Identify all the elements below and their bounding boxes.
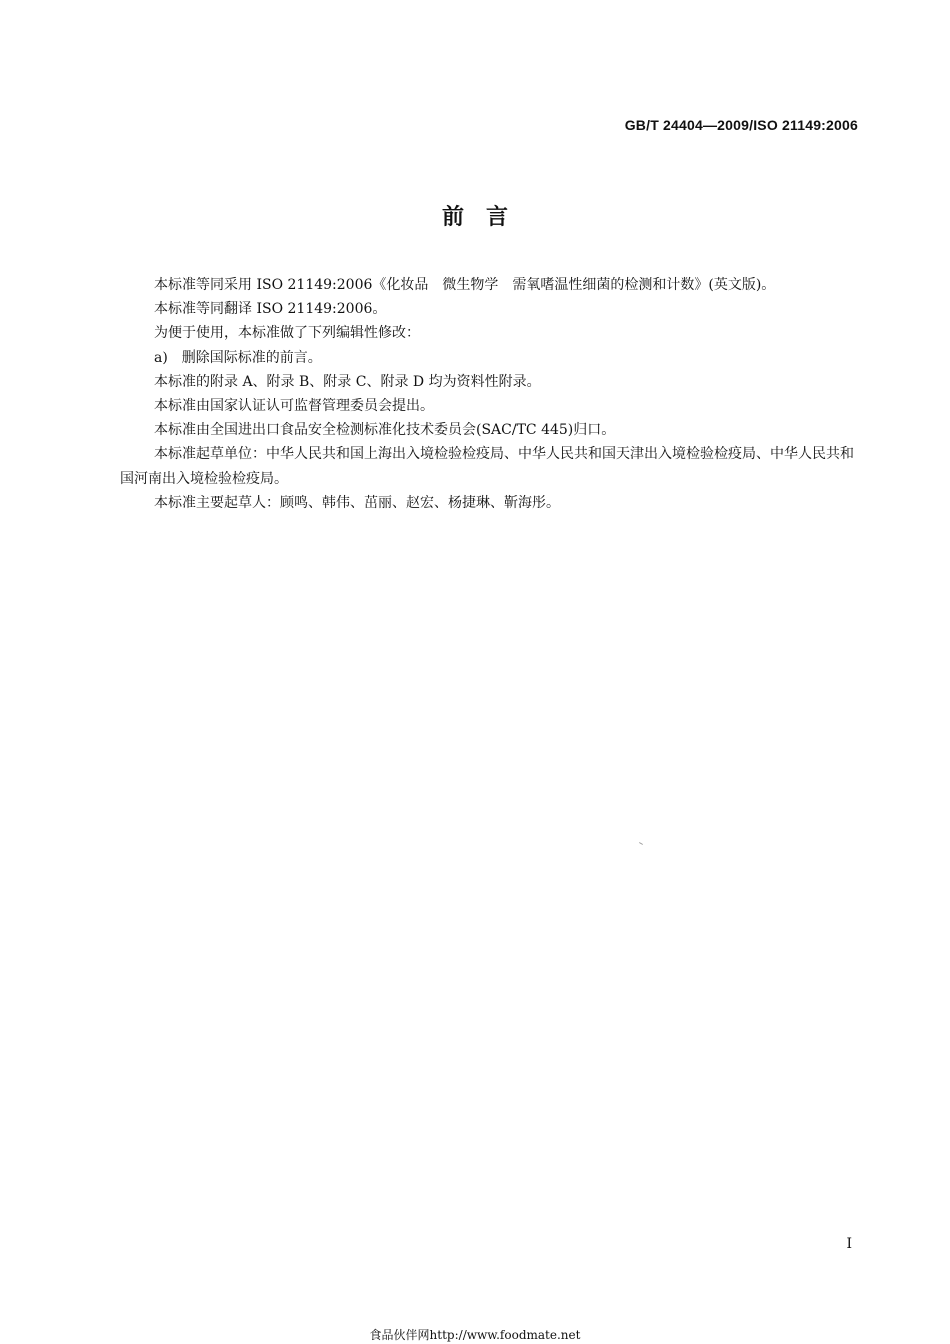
paragraph-adoption: 本标准等同采用 ISO 21149:2006《化妆品 微生物学 需氧嗜温性细菌的检测和计数》(英文版)。 [154,277,776,293]
paragraph-editorial-intro: 为便于使用，本标准做了下列编辑性修改： [154,325,420,342]
footer-watermark: 食品伙伴网http://www.foodmate.net [369,1328,581,1342]
paragraph-drafters: 本标准主要起草人：顾鸣、韩伟、茁丽、赵宏、杨捷琳、靳海彤。 [154,494,560,511]
paragraph-annexes: 本标准的附录 A、附录 B、附录 C、附录 D 均为资料性附录。 [154,373,541,390]
foreword-body [120,273,865,515]
page-title: 前 言 [441,205,508,230]
paragraph-drafting-units: 本标准起草单位：中华人民共和国上海出入境检验检疫局、中华人民共和国天津出入境检验检疫局、中华人民共和国河南出入境检验检疫局。 [120,446,854,487]
paragraph-centralized-by: 本标准由全国进出口食品安全检测标准化技术委员会(SAC/TC 445)归口。 [154,422,616,439]
paragraph-proposed-by: 本标准由国家认证认可监督管理委员会提出。 [154,398,434,415]
list-item-editorial-change: a) 删除国际标准的前言。 [154,349,322,366]
scan-speck [639,842,643,845]
paragraph-translation: 本标准等同翻译 ISO 21149:2006。 [154,301,387,318]
page-number: I [846,1236,852,1252]
standard-code: GB/T 24404—2009/ISO 21149:2006 [624,117,858,133]
